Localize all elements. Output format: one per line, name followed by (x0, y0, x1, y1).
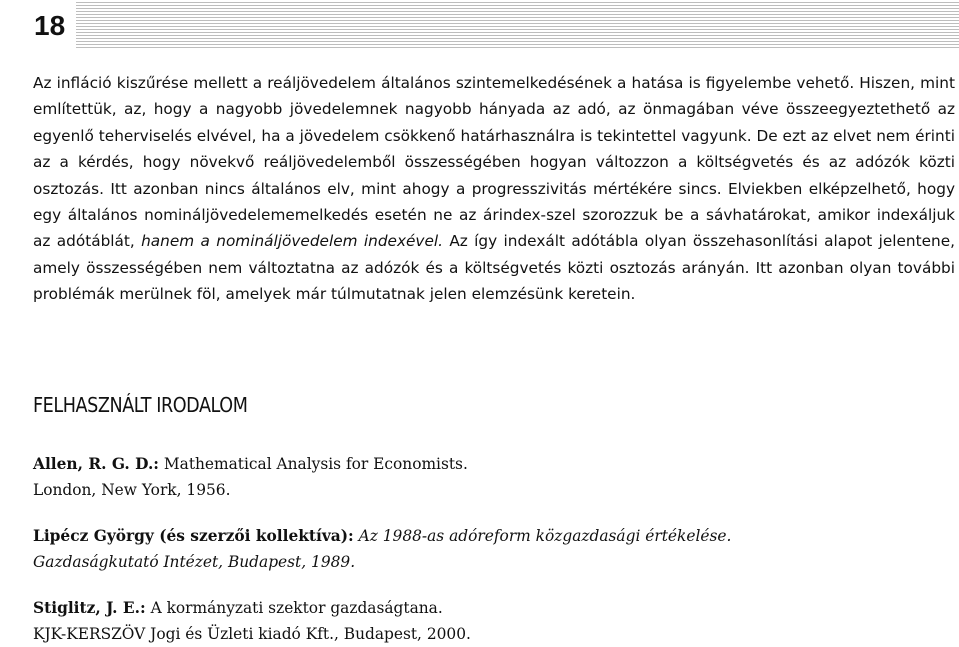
reference-citation-line (33, 595, 933, 621)
reference-author: Allen, R. G. D.: (33, 455, 159, 473)
body-paragraph-first-sentence: Az infláció kiszűrése mellett a reáljövedelem általános szintemelkedésének a hatása is figyelembe vehető. (33, 74, 855, 92)
reference-title: Mathematical Analysis for Economists. (159, 455, 468, 473)
reference-item (33, 451, 933, 503)
reference-publisher: London, New York, 1956. (33, 481, 231, 499)
header-band (0, 0, 959, 50)
reference-item (33, 523, 933, 575)
reference-author: Lipécz György (és szerzői kollektíva): (33, 527, 354, 545)
reference-citation-line (33, 523, 933, 549)
reference-publisher: Gazdaságkutató Intézet, Budapest, 1989. (33, 553, 356, 571)
reference-publisher: KJK-KERSZÖV Jogi és Üzleti kiadó Kft., Budapest, 2000. (33, 625, 471, 643)
reference-author: Stiglitz, J. E.: (33, 599, 146, 617)
body-paragraph-emphasis: hanem a nomináljövedelem indexével. (141, 232, 443, 251)
references-heading: FELHASZNÁLT IRODALOM (33, 393, 248, 417)
reference-citation-line (33, 451, 933, 477)
reference-title: A kormányzati szektor gazdaságtana. (145, 599, 443, 617)
reference-item (33, 595, 933, 647)
reference-title: Az 1988-as adóreform közgazdasági értékelése. (353, 527, 732, 545)
page-number: 18 (0, 0, 76, 52)
body-paragraph-ending: Az így indexált adótábla olyan összehasonlítási alapot jelentene, amely összességében nem változtatna az adózók és a költségvetés közti osztozás arányán. Itt azonban olyan további problémák merülnek föl, amelyek már túlmutatnak jelen elemzésünk keretein. (33, 232, 955, 304)
body-paragraph-continuation: Hiszen, mint említettük, az, hogy a nagyobb jövedelemnek nagyobb hányada az adó, az önmagában véve összeegyeztethető az egyenlő teherviselés elvével, ha a jövedelem csökkenő határhasználra is tekintettel vagyunk. De ezt az elvet nem érinti az a kérdés, hogy növekvő reáljövedelemből összességében hogyan változzon a költségvetés és az adózók közti osztozás. Itt azonban nincs általános elv, mint ahogy a progresszivitás mértékére sincs. Elviekben elképzelhető, hogy egy általános nomináljövedelememelkedés esetén ne az árindex-szel szorozzuk be a sávhatárokat, amikor indexáljuk az adótáblát, (33, 74, 955, 251)
body-paragraph (33, 70, 955, 308)
